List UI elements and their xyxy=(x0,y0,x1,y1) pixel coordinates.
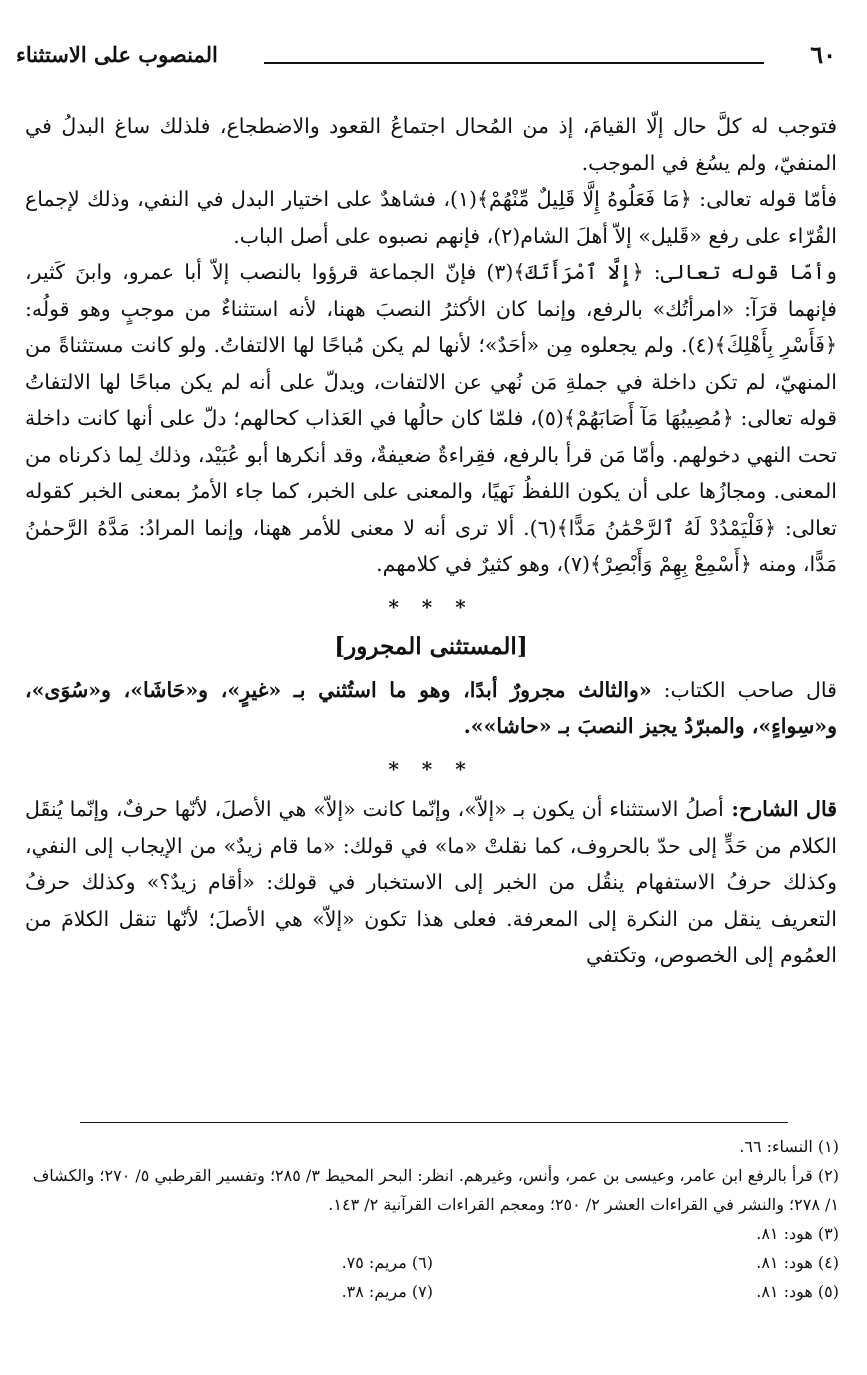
commentary-paragraph xyxy=(25,791,837,974)
section-separator: * * * xyxy=(388,594,474,619)
page-header xyxy=(16,38,836,74)
footnote: (٦) مريم: ٧٥. xyxy=(341,1253,433,1272)
footnote: (٤) هود: ٨١. xyxy=(756,1253,839,1272)
footnote: (١) النساء: ٦٦. xyxy=(739,1137,839,1156)
page-number: ٦٠ xyxy=(810,40,836,69)
section-title: [المستثنى المجرور] xyxy=(334,633,528,660)
footnote: (٣) هود: ٨١. xyxy=(756,1224,839,1243)
footnote: (٧) مريم: ٣٨. xyxy=(341,1282,433,1301)
running-title: المنصوب على الاستثناء xyxy=(16,42,218,67)
quote-intro: قال صاحب الكتاب: xyxy=(651,677,837,702)
paragraph: فتوجب له كلَّ حال إلّا القيامَ، إذ من المُحال اجتماعُ القعود والاضطجاع، فلذلك ساغ البدلُ في المنفيّ، ولم يسُغ في الموجب. xyxy=(25,114,837,175)
main-text xyxy=(25,108,837,974)
footnote-row xyxy=(27,1277,839,1306)
footnote: (٥) هود: ٨١. xyxy=(756,1282,839,1301)
section-separator: * * * xyxy=(388,756,474,781)
footnote-rule xyxy=(80,1122,788,1123)
footnote-row xyxy=(27,1248,839,1277)
footnote: (٢) قرأ بالرفع ابن عامر، وعيسى بن عمر، وأنس، وغيرهم. انظر: البحر المحيط ٣/ ٢٨٥؛ وتفسير القرطبي ٥/ ٢٧٠؛ والكشاف ١/ ٢٧٨؛ والنشر في القراءات العشر ٢/ ٢٥٠؛ ومعجم القراءات القرآنية ٢/ ١٤٣. xyxy=(32,1166,839,1214)
paragraph: وأمّا قوله تعالى: ﴿إِلَّا ٱمْرَأَتَكَ﴾(٣) فإنّ الجماعة قرؤوا بالنصب إلاّ أبا عمرو، وابنَ كَثير، فإنهما قرَآ: «امرأتُك» بالرفع، وإنما كان الأكثرُ النصبَ ههنا، لأنه استثناءٌ من موجبٍ وهو قولُه: ﴿فَأَسْرِ بِأَهْلِكَ﴾(٤). ولم يجعلوه مِن «أحَدٌ»؛ لأنها لم يكن مُباحًا لها الالتفاتُ. ولو كانت مستثناةً من المنهيّ، لم تكن داخلة في جملةِ مَن نُهي عن الالتفات، ويدلّ على أنه لم يكن مباحًا لها الالتفاتُ قوله تعالى: ﴿مُصِيبُهَا مَآ أَصَابَهُمْ﴾(٥)، فلمّا كان حالُها في العَذاب كحالهم؛ دلّ على أنها كانت داخلة تحت النهي دخولهم. وأمّا مَن قرأ بالرفع، فقِراءةٌ ضعيفةٌ، وقد أنكرها أبو عُبَيْد، وذلك لِما ذكرناه من المعنى. ومجازُها على أن يكون اللفظُ نَهيًا، والمعنى على الخبر، كما جاء الأمرُ بمعنى الخبر كقوله تعالى: ﴿فَلْيَمْدُدْ لَهُ ٱلرَّحْمَٰنُ مَدًّا﴾(٦). ألا ترى أنه لا معنى للأمر ههنا، وإنما المرادُ: مَدَّهُ الرَّحمٰنُ مَدًّا، ومنه ﴿أَسْمِعْ بِهِمْ وَأَبْصِرْ﴾(٧)، وهو كثيرٌ في كلامهم. xyxy=(25,260,837,576)
commentary-text: أصلُ الاستثناء أن يكون بـ «إلاّ»، وإنّما كانت «إلاّ» هي الأصلَ، لأنّها حرفٌ، وإنّما يُنقَل الكلام من حَدٍّ إلى حدّ بالحروف، كما نقلتْ «ما» في قولك: «ما قام زيدٌ» من الإيجاب إلى النفي، وكذلك حرفُ الاستفهام ينقُل من الخبر إلى الاستخبار في قولك: «أقام زيدٌ؟» وكذلك حرفُ التعريف ينقل من النكرة إلى المعرفة. فعلى هذا تكون «إلاّ» هي الأصلَ؛ لأنّها تنقل الكلامَ من العمُوم إلى الخصوص، وتكتفي xyxy=(25,797,837,967)
paragraph: فأمّا قوله تعالى: ﴿مَا فَعَلُوهُ إِلَّا قَلِيلٌ مِّنْهُمْ﴾(١)، فشاهدٌ على اختيار البدل في النفي، وذلك لإجماع القُرّاء على رفع «قَليل» إلاّ أهلَ الشام(٢)، فإنهم نصبوه على أصل الباب. xyxy=(25,187,837,248)
quote-text: «والثالث مجرورٌ أبدًا، وهو ما استُثني بـ «غيرٍ»، و«حَاشَا»، و«سُوَى»، و«سِواءٍ»، والمبرّدُ يجيز النصبَ بـ «حاشا»». xyxy=(25,677,837,738)
commentator-label: قال الشارح: xyxy=(723,797,837,821)
footnotes xyxy=(27,1132,839,1306)
header-rule xyxy=(264,62,764,64)
quote-paragraph xyxy=(25,672,837,745)
